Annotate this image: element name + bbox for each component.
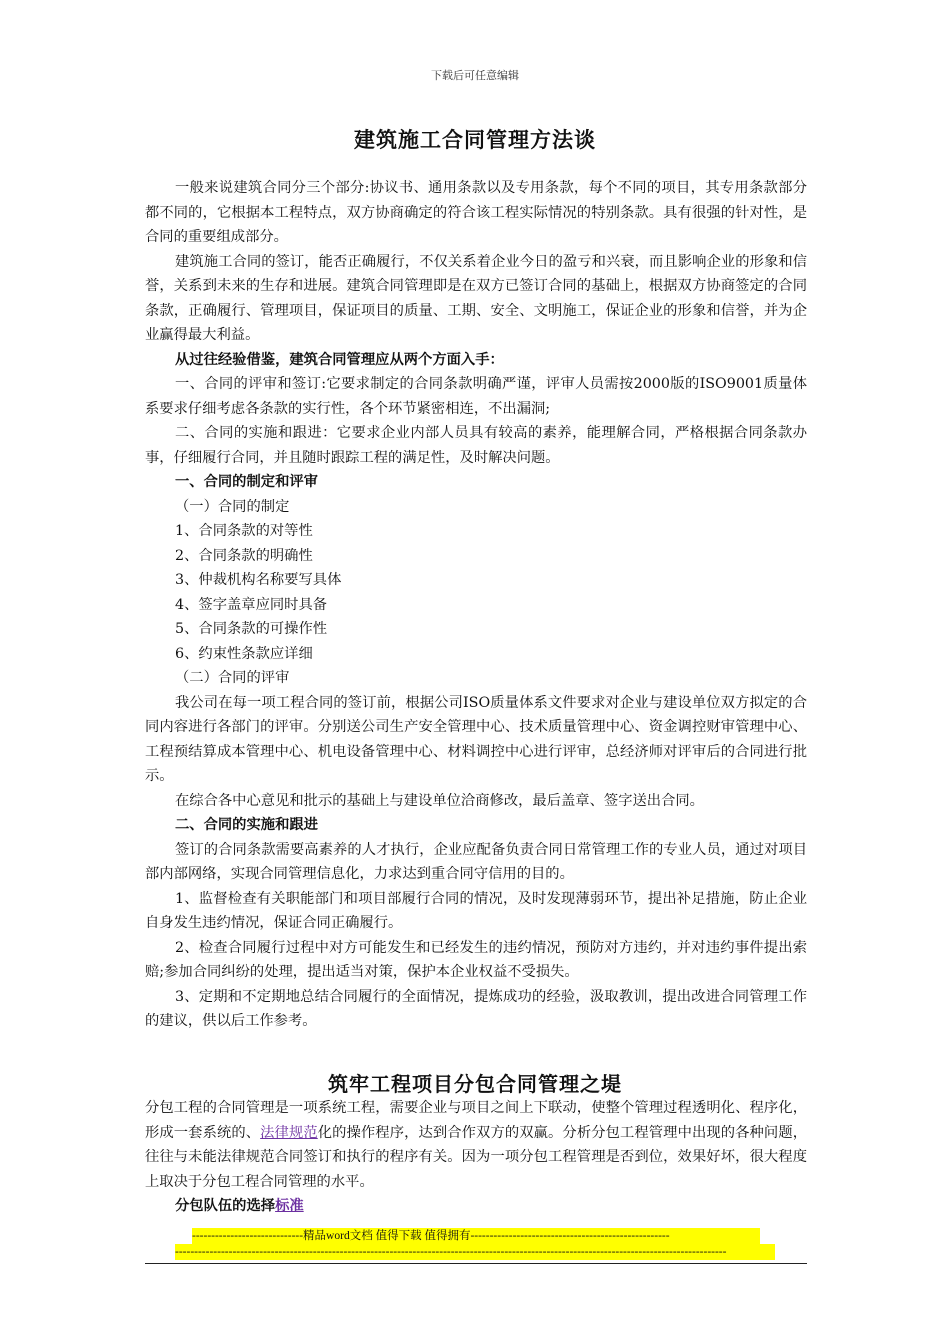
footer-banner [145,1228,807,1260]
paragraph: 二、合同的实施和跟进：它要求企业内部人员具有较高的素养，能理解合同，严格根据合同条款办事，仔细履行合同，并且随时跟踪工程的满足性，及时解决问题。 [145,425,807,466]
section-lead: 从过往经验借鉴，建筑合同管理应从两个方面入手： [175,351,504,368]
footer-rule [145,1263,807,1264]
standard-link[interactable]: 标准 [275,1198,304,1214]
list-item: 3、仲裁机构名称要写具体 [175,572,342,588]
article-body [145,176,807,1034]
paragraph: 建筑施工合同的签订，能否正确履行，不仅关系着企业今日的盈亏和兴衰，而且影响企业的形象和信誉，关系到未来的生存和进展。建筑合同管理即是在双方已签订合同的基础上，根据双方协商签定的合同条款，正确履行、管理项目，保证项目的质量、工期、安全、文明施工，保证企业的形象和信誉，并为企业赢得最大利益。 [145,253,807,343]
paragraph: 一般来说建筑合同分三个部分:协议书、通用条款以及专用条款，每个不同的项目，其专用条款部分都不同的，它根据本工程特点，双方协商确定的符合该工程实际情况的特别条款。具有很强的针对性，是合同的重要组成部分。 [145,180,807,245]
section-heading: 一、合同的制定和评审 [175,474,318,490]
list-item: 5、合同条款的可操作性 [175,621,328,637]
list-item: 1、合同条款的对等性 [175,523,313,539]
paragraph: 在综合各中心意见和批示的基础上与建设单位洽商修改，最后盖章、签字送出合同。 [175,792,704,809]
list-item: 4、签字盖章应同时具备 [175,596,328,613]
paragraph: 一、合同的评审和签订:它要求制定的合同条款明确严谨，评审人员需按2000版的ISO9001质量体系要求仔细考虑各条款的实行性，各个环节紧密相连，不出漏洞; [145,376,807,417]
paragraph [145,1096,807,1194]
subheading-text: 分包队伍的选择 [175,1198,276,1214]
paragraph: 3、定期和不定期地总结合同履行的全面情况，提炼成功的经验，汲取教训，提出改进合同管理工作的建议，供以后工作参考。 [145,988,807,1029]
second-article-body [145,1096,807,1219]
footer-line-2: ------------------------------------------------------------------------------------------------------------------------------------------------ [175,1244,775,1260]
subsection-heading: （一）合同的制定 [175,498,290,515]
second-article-title: 筑牢工程项目分包合同管理之堤 [328,1072,622,1096]
paragraph: 2、检查合同履行过程中对方可能发生和已经发生的违约情况，预防对方违约，并对违约事件提出索赔;参加合同纠纷的处理，提出适当对策，保护本企业权益不受损失。 [145,939,807,980]
list-item: 2、合同条款的明确性 [175,547,313,564]
paragraph: 签订的合同条款需要高素养的人才执行，企业应配备负责合同日常管理工作的专业人员，通过对项目部内部网络，实现合同管理信息化，力求达到重合同守信用的目的。 [145,841,807,882]
paragraph: 我公司在每一项工程合同的签订前，根据公司ISO质量体系文件要求对企业与建设单位双方拟定的合同内容进行各部门的评审。分别送公司生产安全管理中心、技术质量管理中心、资金调控财审管理中心、工程预结算成本管理中心、机电设备管理中心、材料调控中心进行评审，总经济师对评审后的合同进行批示。 [145,694,807,784]
paragraph-text: 化的操作程序，达到合作双方的双赢。分析分包工程管理中出现的各种问题，往往与未能法律规范合同签订和执行的程序有关。因为一项分包工程管理是否到位，效果好坏，很大程度上取决于分包工程合同管理的水平。 [145,1124,808,1190]
paragraph-text: 分包工程的合同管理是一项系统工程，需要企业与项目之间上下联动，使整个管理过程透明化、程序化，形成一套系统的、 [145,1100,807,1141]
paragraph: 1、监督检查有关职能部门和项目部履行合同的情况，及时发现薄弱环节，提出补足措施，防止企业自身发生违约情况，保证合同正确履行。 [145,890,807,931]
page-header: 下载后可任意编辑 [431,69,519,82]
law-link[interactable]: 法律规范 [260,1124,318,1141]
section-heading: 二、合同的实施和跟进 [175,817,318,833]
list-item: 6、约束性条款应详细 [175,645,313,662]
subsection-heading: （二）合同的评审 [175,670,290,686]
footer-line-1: -----------------------------精品word文档 值得下载 值得拥有---------------------------------------------------- [192,1228,760,1244]
article-title: 建筑施工合同管理方法谈 [354,127,596,152]
subheading [145,1194,807,1219]
